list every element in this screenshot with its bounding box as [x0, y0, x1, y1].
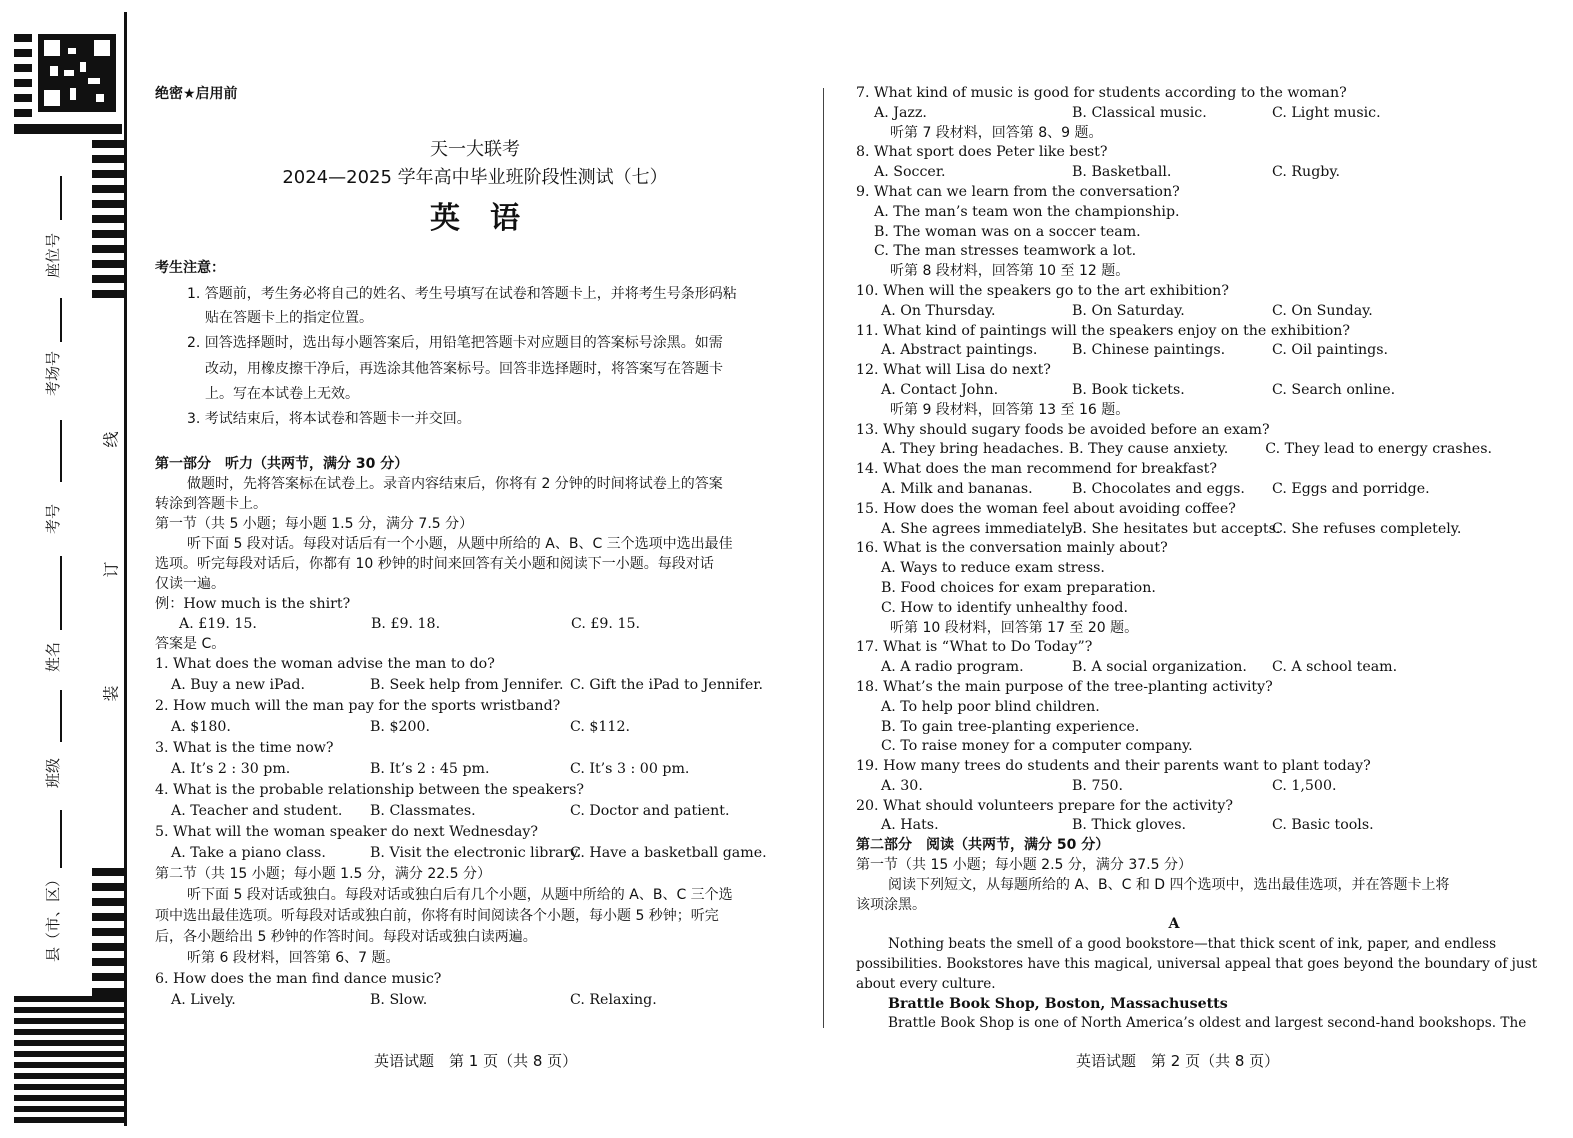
- binding-line: [124, 12, 127, 1126]
- label-class: 班级: [44, 757, 62, 788]
- question-8-options: [856, 163, 1492, 183]
- binding-strip: [0, 0, 128, 1138]
- barcode-stripe: [14, 1018, 124, 1024]
- barcode-stripe: [14, 49, 32, 57]
- option-c: C. Eggs and porridge.: [1272, 480, 1430, 497]
- question-10-options: [856, 302, 1492, 322]
- question-9-option-c: C. The man stresses teamwork a lot.: [874, 243, 1137, 260]
- option-b: B. It’s 2 : 45 pm.: [370, 761, 490, 777]
- subject-title: 英 语: [430, 201, 520, 236]
- page-1-column: [155, 84, 795, 1011]
- option-b: B. Chocolates and eggs.: [1072, 480, 1245, 497]
- option-c: C. $112.: [570, 719, 630, 735]
- notice-line: 贴在答题卡上的指定位置。: [205, 310, 373, 326]
- option-a: A. Buy a new iPad.: [171, 677, 306, 693]
- notice-line: 改动，用橡皮擦干净后，再选涂其他答案标号。回答非选择题时，将答案写在答题卡: [205, 361, 723, 377]
- barcode-stripe: [14, 996, 124, 1002]
- option-a: A. $180.: [171, 719, 231, 735]
- section2-intro-line: 项中选出最佳选项。听每段对话或独白前，你将有时间阅读各个小题，每小题 5 秒钟；听完: [155, 908, 719, 924]
- question-6: 6. How does the man find dance music?: [155, 971, 442, 987]
- label-name: 姓名: [44, 641, 62, 672]
- barcode-stripe: [92, 185, 124, 193]
- option-b: B. Classical music.: [1072, 104, 1207, 121]
- material-7-heading: 听第 7 段材料，回答第 8、9 题。: [890, 124, 1103, 141]
- option-c: C. Basic tools.: [1272, 817, 1374, 834]
- option-b: B. A social organization.: [1072, 659, 1247, 676]
- passage-line: Nothing beats the smell of a good bookstore—that thick scent of ink, paper, and endless: [888, 936, 1497, 953]
- county-blank: [60, 810, 62, 868]
- barcode-stripe: [14, 1084, 124, 1090]
- question-13: 13. Why should sugary foods be avoided before an exam?: [856, 421, 1270, 438]
- question-17-options: [856, 658, 1492, 678]
- option-b: B. Basketball.: [1072, 164, 1172, 181]
- barcode-stripe: [14, 1051, 124, 1057]
- question-6-options: [155, 990, 795, 1011]
- class-blank: [60, 690, 62, 742]
- option-c: C. Relaxing.: [570, 992, 657, 1008]
- option-c: C. Rugby.: [1272, 164, 1340, 181]
- passage-line: about every culture.: [856, 975, 996, 992]
- column-divider: [823, 88, 824, 1028]
- option-a: A. A radio program.: [881, 659, 1024, 676]
- question-16-option-c: C. How to identify unhealthy food.: [881, 599, 1128, 616]
- section2-title: 第二节（共 15 小题；每小题 1.5 分，满分 22.5 分）: [155, 866, 491, 882]
- section2-intro-line: 听下面 5 段对话或独白。每段对话或独白后有几个小题，从题中所给的 A、B、C 三个选: [187, 887, 733, 903]
- section1-intro-line: 听下面 5 段对话。每段对话后有一个小题，从题中所给的 A、B、C 三个选项中选出最佳: [187, 536, 733, 552]
- passage-heading: Brattle Book Shop, Boston, Massachusetts: [888, 995, 1228, 1012]
- part1-intro-line: 转涂到答题卡上。: [155, 496, 267, 512]
- section1-title: 第一节（共 5 小题；每小题 1.5 分，满分 7.5 分）: [155, 516, 474, 532]
- barcode-stripe: [14, 34, 32, 42]
- option-c: C. 1,500.: [1272, 777, 1337, 794]
- option-c: C. On Sunday.: [1272, 302, 1373, 319]
- barcode-stripe: [92, 200, 124, 208]
- passage-line: Brattle Book Shop is one of North America’s oldest and largest second-hand bookshops. The: [888, 1015, 1527, 1032]
- barcode-stripe: [14, 79, 32, 87]
- question-7-options: [856, 104, 1492, 124]
- material-6-heading: 听第 6 段材料，回答第 6、7 题。: [187, 950, 400, 966]
- section2-intro-line: 后，各小题给出 5 秒钟的作答时间。每段对话或独白读两遍。: [155, 929, 537, 945]
- question-11-options: [856, 341, 1492, 361]
- option-a: A. Teacher and student.: [171, 803, 343, 819]
- seat-number-blank: [60, 176, 62, 220]
- barcode-stripe: [92, 988, 124, 996]
- question-3: 3. What is the time now?: [155, 740, 334, 756]
- question-16-option-a: A. Ways to reduce exam stress.: [881, 560, 1105, 577]
- part2-intro-line: 阅读下列短文，从每题所给的 A、B、C 和 D 四个选项中，选出最佳选项，并在答题卡上将: [888, 876, 1450, 893]
- notice-line: 上。写在本试卷上无效。: [205, 386, 359, 402]
- barcode-stripe: [92, 868, 124, 876]
- option-a: A. £19. 15.: [179, 616, 257, 632]
- question-19: 19. How many trees do students and their parents want to plant today?: [856, 758, 1371, 775]
- question-8: 8. What sport does Peter like best?: [856, 144, 1108, 161]
- question-9-option-a: A. The man’s team won the championship.: [874, 203, 1180, 220]
- option-b: B. On Saturday.: [1072, 302, 1185, 319]
- option-c: C. Doctor and patient.: [570, 803, 730, 819]
- example-answer: 答案是 C。: [155, 636, 226, 652]
- notice-line: 1. 答题前，考生务必将自己的姓名、考生号填写在试卷和答题卡上，并将考生号条形码粘: [187, 286, 737, 302]
- material-8-heading: 听第 8 段材料，回答第 10 至 12 题。: [890, 263, 1130, 280]
- notice-line: 2. 回答选择题时，选出每小题答案后，用铅笔把答题卡对应题目的答案标号涂黑。如需: [187, 335, 723, 351]
- question-16: 16. What is the conversation mainly about?: [856, 540, 1168, 557]
- barcode-stripe: [14, 1040, 124, 1046]
- part1-intro-line: 做题时，先将答案标在试卷上。录音内容结束后，你将有 2 分钟的时间将试卷上的答案: [187, 476, 723, 492]
- question-4-options: [155, 801, 795, 822]
- barcode-stripe: [14, 1062, 124, 1068]
- question-4: 4. What is the probable relationship between the speakers?: [155, 782, 585, 798]
- question-20-options: [856, 816, 1492, 836]
- exam-title: 2024—2025 学年高中毕业班阶段性测试（七）: [282, 167, 668, 188]
- barcode-stripe: [14, 1073, 124, 1079]
- page-2-column: [856, 84, 1538, 1034]
- option-a: A. Abstract paintings.: [881, 342, 1038, 359]
- option-b: B. They cause anxiety.: [1068, 441, 1229, 458]
- barcode-stripe: [92, 140, 124, 148]
- question-13-options: [856, 440, 1492, 460]
- option-b: B. Seek help from Jennifer.: [370, 677, 564, 693]
- label-seat-number: 座位号: [44, 232, 62, 278]
- option-a: A. Hats.: [881, 817, 939, 834]
- option-a: A. 30.: [881, 777, 923, 794]
- option-a: A. Jazz.: [874, 104, 927, 121]
- page-2-footer: 英语试题 第 2 页（共 8 页）: [1076, 1052, 1280, 1070]
- question-14-options: [856, 480, 1492, 500]
- option-c: C. They lead to energy crashes.: [1265, 441, 1492, 458]
- part2-intro-line: 该项涂黑。: [856, 896, 926, 913]
- option-c: C. It’s 3 : 00 pm.: [570, 761, 690, 777]
- exam-number-blank: [60, 420, 62, 482]
- question-15: 15. How does the woman feel about avoiding coffee?: [856, 500, 1236, 517]
- room-number-blank: [60, 298, 62, 342]
- option-b: B. She hesitates but accepts.: [1072, 520, 1281, 537]
- option-c: C. Oil paintings.: [1272, 342, 1389, 359]
- barcode-stripe: [92, 215, 124, 223]
- barcode-stripe: [92, 973, 124, 981]
- option-c: C. Light music.: [1272, 104, 1381, 121]
- passage-label: A: [1168, 916, 1180, 933]
- option-b: B. £9. 18.: [371, 616, 441, 632]
- option-a: A. Take a piano class.: [171, 845, 326, 861]
- barcode-stripe: [14, 1106, 124, 1112]
- seal-bind-text: 订: [101, 561, 121, 578]
- option-b: B. Thick gloves.: [1072, 817, 1186, 834]
- qr-code-icon: [38, 34, 116, 112]
- option-c: C. Search online.: [1272, 381, 1396, 398]
- option-c: C. She refuses completely.: [1272, 520, 1462, 537]
- barcode-stripe: [14, 124, 122, 134]
- option-a: A. Soccer.: [874, 164, 946, 181]
- question-18-option-b: B. To gain tree-planting experience.: [881, 718, 1140, 735]
- barcode-stripe: [14, 109, 32, 117]
- barcode-stripe: [92, 290, 124, 298]
- name-blank: [60, 556, 62, 630]
- page-1-footer: 英语试题 第 1 页（共 8 页）: [374, 1052, 578, 1070]
- notice-line: 3. 考试结束后，将本试卷和答题卡一并交回。: [187, 411, 471, 427]
- section1-intro-line: 选项。听完每段对话后，你都有 10 秒钟的时间来回答有关小题和阅读下一小题。每段对话: [155, 556, 714, 572]
- option-c: C. £9. 15.: [571, 616, 641, 632]
- question-2: 2. How much will the man pay for the sports wristband?: [155, 698, 561, 714]
- question-19-options: [856, 777, 1492, 797]
- barcode-stripe: [92, 230, 124, 238]
- option-a: A. It’s 2 : 30 pm.: [171, 761, 291, 777]
- seal-fix-text: 装: [101, 685, 121, 702]
- material-9-heading: 听第 9 段材料，回答第 13 至 16 题。: [890, 401, 1130, 418]
- option-a: A. She agrees immediately.: [881, 520, 1077, 537]
- barcode-stripe: [14, 94, 32, 102]
- label-exam-number: 考号: [44, 503, 62, 534]
- option-a: A. On Thursday.: [881, 302, 996, 319]
- option-b: B. Book tickets.: [1072, 381, 1185, 398]
- question-5-options: [155, 843, 795, 864]
- question-11: 11. What kind of paintings will the speakers enjoy on the exhibition?: [856, 322, 1351, 339]
- question-15-options: [856, 520, 1492, 540]
- example-options: [155, 614, 795, 634]
- barcode-stripe: [14, 1095, 124, 1101]
- barcode-stripe: [92, 170, 124, 178]
- barcode-stripe: [14, 1029, 124, 1035]
- passage-line: possibilities. Bookstores have this magical, universal appeal that goes beyond the boundary of just: [856, 956, 1538, 973]
- question-18-option-c: C. To raise money for a computer company.: [881, 738, 1193, 755]
- option-b: B. 750.: [1072, 777, 1124, 794]
- barcode-stripe: [92, 958, 124, 966]
- barcode-stripe: [92, 883, 124, 891]
- notice-title: 考生注意：: [155, 260, 225, 276]
- label-room-number: 考场号: [44, 350, 62, 396]
- barcode-stripe: [14, 1007, 124, 1013]
- option-b: B. Slow.: [370, 992, 428, 1008]
- option-b: B. Visit the electronic library.: [370, 845, 582, 861]
- question-20: 20. What should volunteers prepare for the activity?: [856, 797, 1233, 814]
- option-b: B. Chinese paintings.: [1072, 342, 1226, 359]
- option-a: A. They bring headaches.: [881, 441, 1064, 458]
- option-a: A. Milk and bananas.: [881, 480, 1033, 497]
- barcode-stripe: [92, 898, 124, 906]
- barcode-stripe: [92, 913, 124, 921]
- question-16-option-b: B. Food choices for exam preparation.: [881, 579, 1156, 596]
- part1-title: 第一部分 听力（共两节，满分 30 分）: [155, 456, 409, 472]
- exam-organizer: 天一大联考: [430, 139, 520, 160]
- part2-section1-title: 第一节（共 15 小题；每小题 2.5 分，满分 37.5 分）: [856, 857, 1192, 874]
- barcode-stripe: [92, 155, 124, 163]
- question-14: 14. What does the man recommend for breakfast?: [856, 461, 1217, 478]
- question-10: 10. When will the speakers go to the art exhibition?: [856, 282, 1229, 299]
- option-b: B. Classmates.: [370, 803, 476, 819]
- question-9: 9. What can we learn from the conversation?: [856, 183, 1180, 200]
- option-c: C. A school team.: [1272, 659, 1398, 676]
- question-1: 1. What does the woman advise the man to do?: [155, 656, 495, 672]
- question-5: 5. What will the woman speaker do next Wednesday?: [155, 824, 538, 840]
- label-county: 县（市、区）: [44, 871, 62, 962]
- option-a: A. Contact John.: [881, 381, 999, 398]
- section1-intro-line: 仅读一遍。: [155, 576, 225, 592]
- question-1-options: [155, 675, 795, 696]
- barcode-stripe: [92, 943, 124, 951]
- option-a: A. Lively.: [171, 992, 236, 1008]
- question-9-option-b: B. The woman was on a soccer team.: [874, 223, 1141, 240]
- question-3-options: [155, 759, 795, 780]
- example-question: 例：How much is the shirt?: [155, 596, 351, 612]
- question-2-options: [155, 717, 795, 738]
- part2-title: 第二部分 阅读（共两节，满分 50 分）: [856, 837, 1110, 854]
- question-7: 7. What kind of music is good for students according to the woman?: [856, 85, 1347, 101]
- question-18: 18. What’s the main purpose of the tree-planting activity?: [856, 678, 1273, 695]
- option-c: C. Gift the iPad to Jennifer.: [570, 677, 763, 693]
- barcode-stripe: [92, 275, 124, 283]
- seal-line-text: 线: [101, 431, 121, 448]
- barcode-stripe: [92, 928, 124, 936]
- barcode-stripe: [92, 245, 124, 253]
- option-c: C. Have a basketball game.: [570, 845, 767, 861]
- confidential-mark: 绝密★启用前: [155, 86, 238, 102]
- question-17: 17. What is “What to Do Today”?: [856, 639, 1093, 656]
- barcode-stripe: [92, 260, 124, 268]
- barcode-stripe: [14, 1117, 124, 1123]
- barcode-stripe: [14, 64, 32, 72]
- question-12: 12. What will Lisa do next?: [856, 362, 1051, 379]
- material-10-heading: 听第 10 段材料，回答第 17 至 20 题。: [890, 619, 1139, 636]
- question-18-option-a: A. To help poor blind children.: [881, 698, 1100, 715]
- option-b: B. $200.: [370, 719, 431, 735]
- question-12-options: [856, 381, 1492, 401]
